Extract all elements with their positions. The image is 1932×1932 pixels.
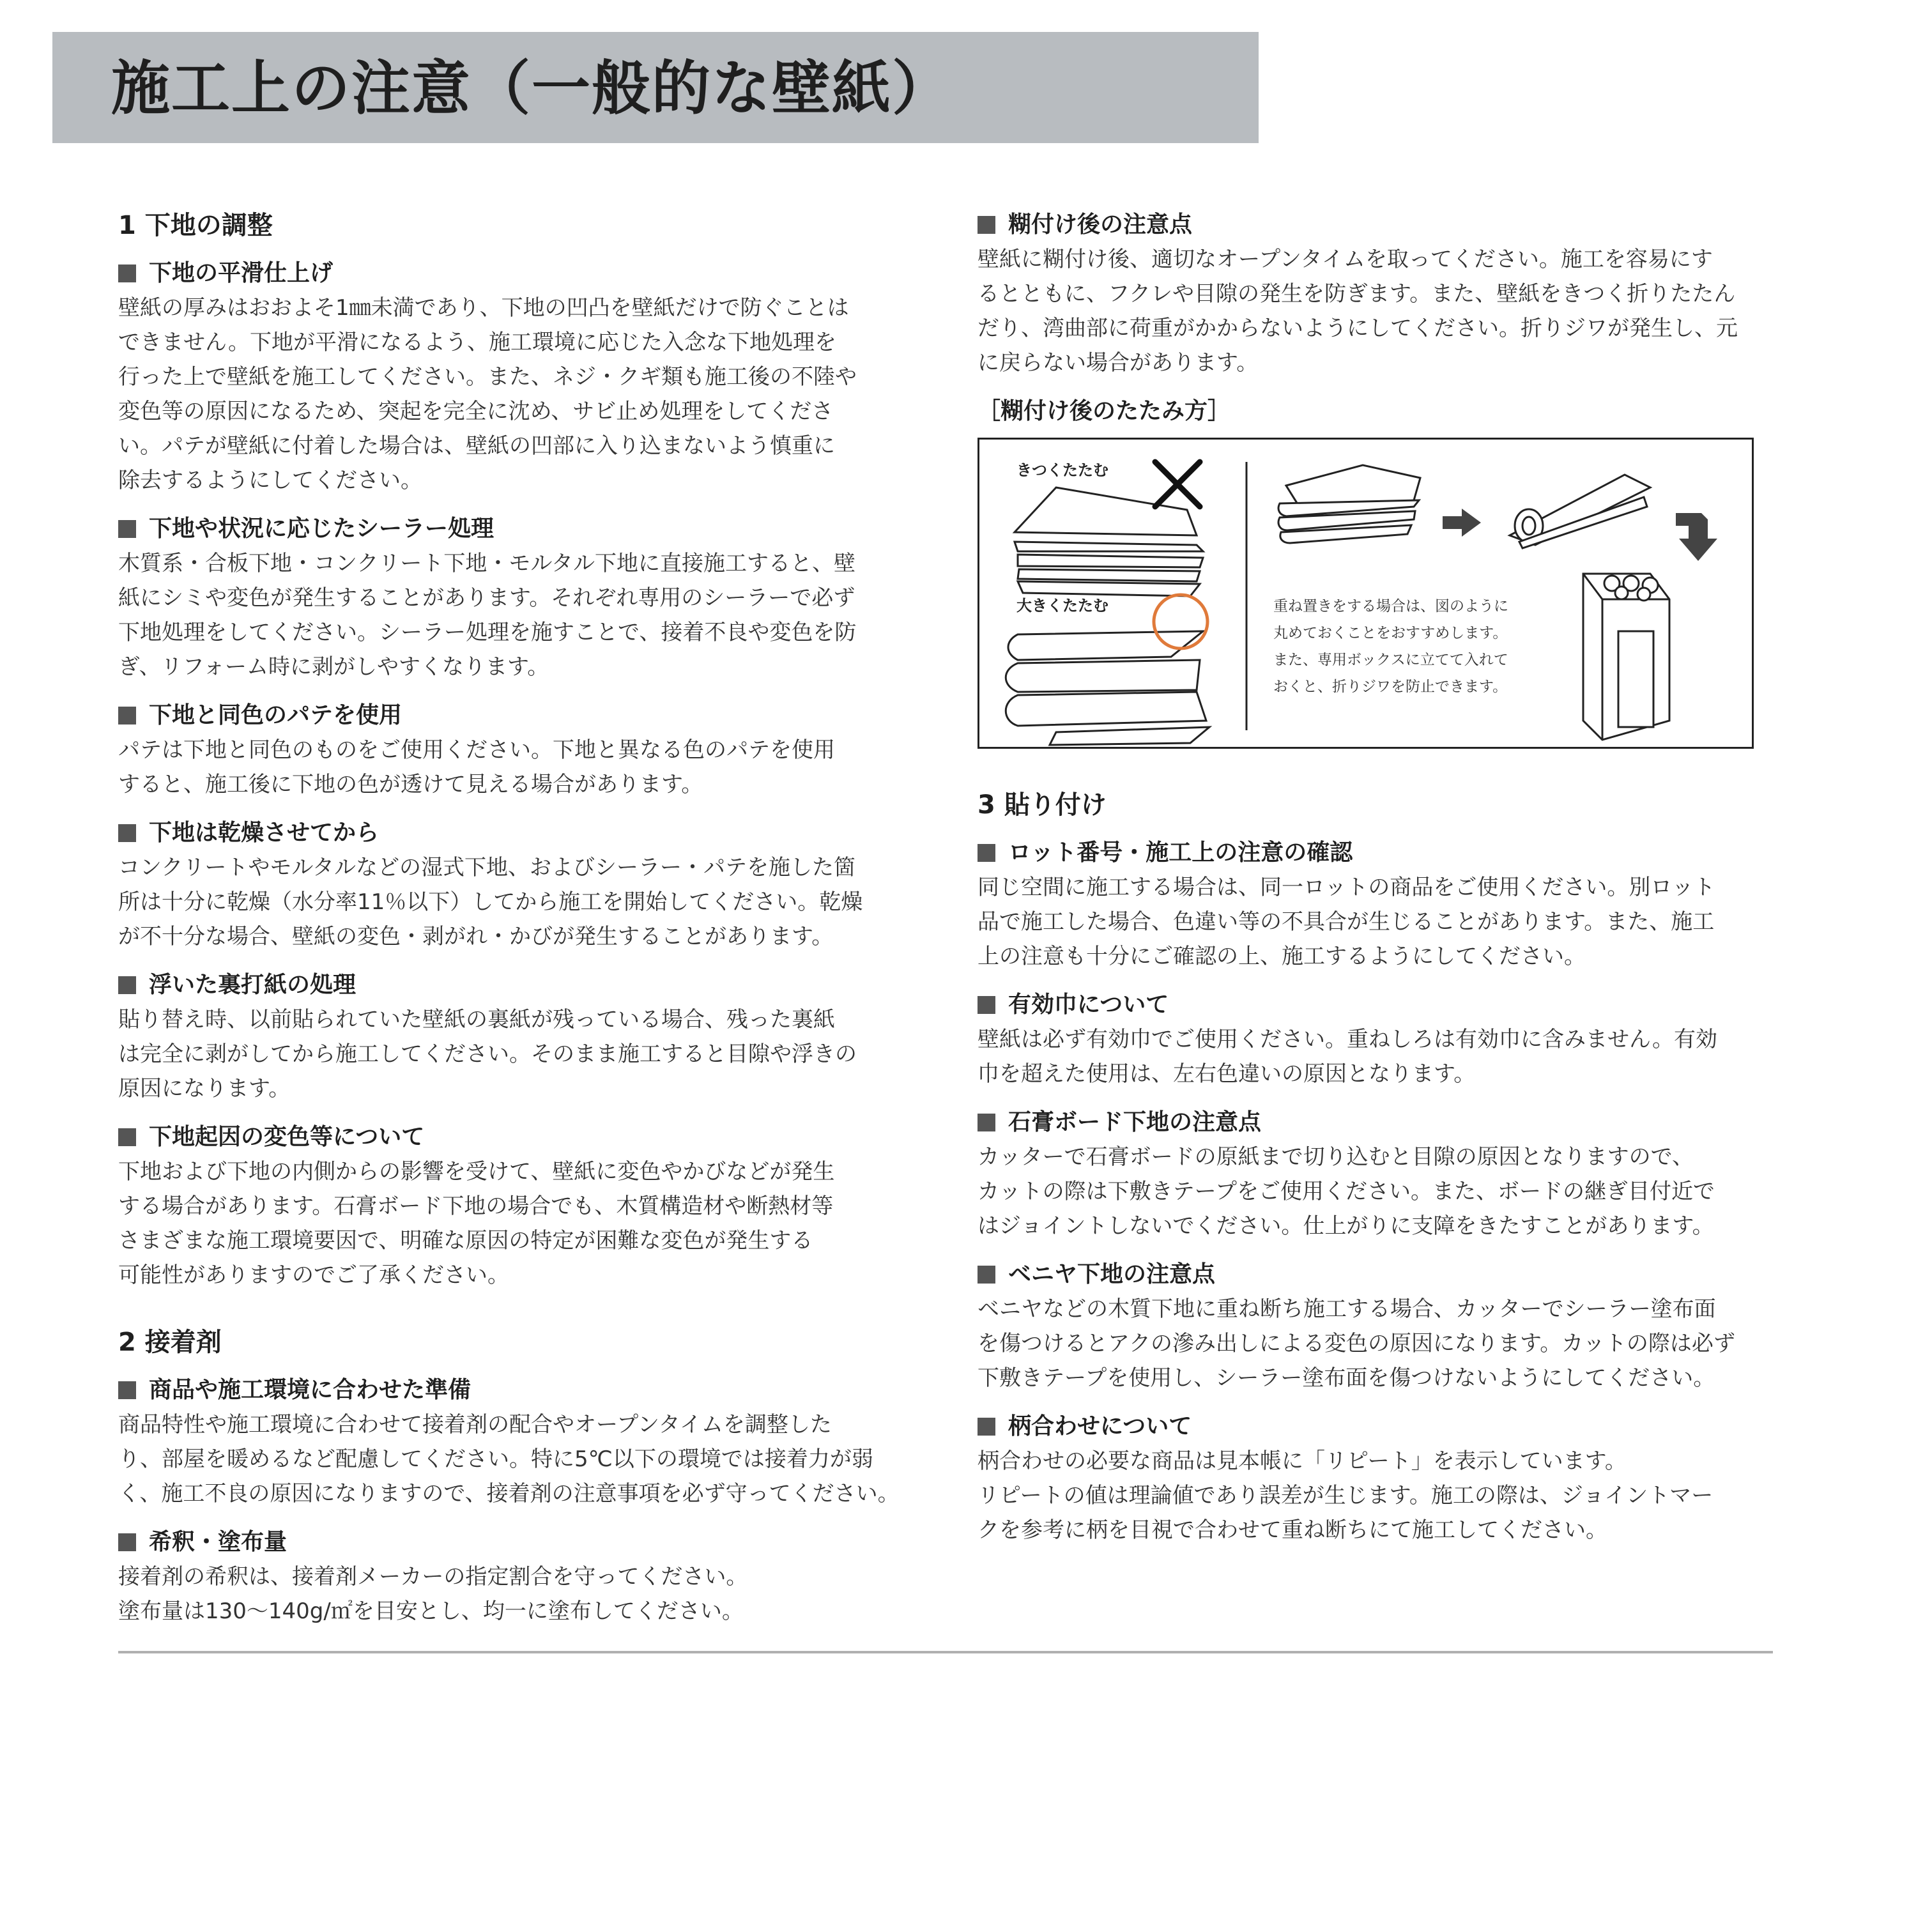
text-line: く、施工不良の原因になりますので、接着剤の注意事項を必ず守ってください。: [118, 1481, 900, 1506]
arrow-down-icon: [1676, 513, 1717, 561]
square-bullet-icon: [977, 1266, 995, 1284]
square-bullet-icon: [977, 844, 995, 862]
subsection: [977, 208, 1763, 380]
subsection: [118, 1120, 901, 1292]
arrow-right-icon: [1443, 509, 1481, 537]
subsection: [977, 1257, 1763, 1395]
text-line: 接着剤の希釈は、接着剤メーカーの指定割合を守ってください。: [118, 1564, 748, 1590]
paragraph: [118, 1560, 901, 1629]
text-line: ぎ、リフォーム時に剥がしやすくなります。: [118, 654, 549, 680]
square-bullet-icon: [118, 976, 136, 994]
text-line: 貼り替え時、以前貼られていた壁紙の裏紙が残っている場合、残った裏紙: [118, 1007, 835, 1032]
text-line: カッターで石膏ボードの原紙まで切り込むと目隙の原因となりますので、: [977, 1144, 1694, 1170]
subsection-title: ロット番号・施工上の注意の確認: [1008, 839, 1353, 866]
text-line: 塗布量は130〜140g/㎡を目安とし、均一に塗布してください。: [118, 1598, 744, 1624]
text-line: クを参考に柄を目視で合わせて重ね断ちにて施工してください。: [977, 1517, 1607, 1543]
text-line: 原因になります。: [118, 1076, 291, 1101]
text-line: るとともに、フクレや目隙の発生を防ぎます。また、壁紙をきつく折りたたん: [977, 281, 1736, 307]
square-bullet-icon: [977, 1114, 995, 1131]
subsection: [118, 816, 901, 954]
storage-box-icon: [1583, 574, 1669, 740]
text-line: コンクリートやモルタルなどの湿式下地、およびシーラー・パテを施した箇: [118, 855, 855, 880]
text-line: 壁紙に糊付け後、適切なオープンタイムを取ってください。施工を容易にす: [977, 247, 1713, 272]
bottom-rule: [118, 1651, 1773, 1653]
subsection-title: 下地と同色のパテを使用: [149, 702, 402, 728]
text-line: 可能性がありますのでご了承ください。: [118, 1262, 509, 1288]
x-mark-icon: [1155, 462, 1200, 507]
text-line: 壁紙の厚みはおおよそ1㎜未満であり、下地の凹凸を壁紙だけで防ぐことは: [118, 295, 849, 321]
text-line: は完全に剥がしてから施工してください。そのまま施工すると目隙や浮きの: [118, 1041, 857, 1067]
paragraph: [977, 870, 1763, 974]
text-line: カットの際は下敷きテープをご使用ください。また、ボードの継ぎ目付近で: [977, 1179, 1715, 1204]
section-title-1: 1 下地の調整: [118, 211, 273, 240]
text-line: 丸めておくことをおすすめします。: [1273, 625, 1508, 641]
paragraph: [118, 546, 901, 684]
paragraph: [118, 1407, 901, 1511]
paragraph: [118, 850, 901, 954]
text-line: 巾を超えた使用は、左右色違いの原因となります。: [977, 1061, 1476, 1087]
subsection-title: 浮いた裏打紙の処理: [149, 972, 356, 998]
flat-stack-illustration: [1278, 465, 1420, 543]
text-line: リピートの値は理論値であり誤差が生じます。施工の際は、ジョイントマー: [977, 1483, 1713, 1508]
figure-note: [1273, 593, 1508, 700]
text-line: い。パテが壁紙に付着した場合は、壁紙の凹部に入り込まないよう慎重に: [118, 433, 835, 459]
subsection-title: ベニヤ下地の注意点: [1008, 1261, 1216, 1287]
subsection: [118, 256, 901, 498]
text-line: 下地処理をしてください。シーラー処理を施すことで、接着不良や変色を防: [118, 620, 857, 645]
text-line: 木質系・合板下地・コンクリート下地・モルタル下地に直接施工すると、壁: [118, 551, 855, 576]
subsection-title: 糊付け後の注意点: [1008, 211, 1193, 238]
tight-fold-label: きつくたたむ: [1016, 461, 1108, 479]
subsection-title: 有効巾について: [1008, 992, 1169, 1018]
paragraph: [118, 291, 901, 498]
square-bullet-icon: [118, 264, 136, 282]
text-line: 同じ空間に施工する場合は、同一ロットの商品をご使用ください。別ロット: [977, 875, 1715, 900]
text-line: 重ね置きをする場合は、図のように: [1273, 598, 1508, 615]
text-line: が不十分な場合、壁紙の変色・剥がれ・かびが発生することがあります。: [118, 924, 834, 949]
square-bullet-icon: [118, 707, 136, 724]
square-bullet-icon: [118, 824, 136, 842]
paragraph: [118, 733, 901, 802]
text-line: また、専用ボックスに立てて入れて: [1273, 652, 1508, 668]
text-line: パテは下地と同色のものをご使用ください。下地と異なる色のパテを使用: [118, 737, 835, 763]
subsection: [977, 836, 1763, 974]
text-line: に戻らない場合があります。: [977, 350, 1259, 376]
text-line: を傷つけるとアクの滲み出しによる変色の原因になります。カットの際は必ず: [977, 1331, 1735, 1356]
text-line: さまざまな施工環境要因で、明確な原因の特定が困難な変色が発生する: [118, 1228, 813, 1254]
subsection: [977, 1409, 1763, 1547]
text-line: だり、湾曲部に荷重がかからないようにしてください。折りジワが発生し、元: [977, 316, 1738, 341]
text-line: できません。下地が平滑になるよう、施工環境に応じた入念な下地処理を: [118, 330, 837, 355]
text-line: 品で施工した場合、色違い等の不具合が生じることがあります。また、施工: [977, 909, 1715, 935]
text-line: 上の注意も十分にご確認の上、施工するようにしてください。: [977, 944, 1586, 969]
text-line: 紙にシミや変色が発生することがあります。それぞれ専用のシーラーで必ず: [118, 585, 855, 611]
square-bullet-icon: [977, 996, 995, 1014]
text-line: する場合があります。石膏ボード下地の場合でも、木質構造材や断熱材等: [118, 1193, 834, 1219]
figure-title: ［糊付け後のたたみ方］: [977, 398, 1231, 424]
paragraph: [118, 1002, 901, 1106]
text-line: 変色等の原因になるため、突起を完全に沈め、サビ止め処理をしてくださ: [118, 399, 834, 424]
subsection-title: 下地の平滑仕上げ: [149, 260, 334, 286]
paragraph: [977, 1444, 1763, 1547]
text-line: 柄合わせの必要な商品は見本帳に「リピート」を表示しています。: [977, 1448, 1627, 1474]
text-line: ベニヤなどの木質下地に重ね断ち施工する場合、カッターでシーラー塗布面: [977, 1296, 1716, 1322]
rolled-paper-illustration: [1510, 475, 1650, 548]
section-title-3: 3 貼り付け: [977, 790, 1107, 820]
text-line: り、部屋を暖めるなど配慮してください。特に5℃以下の環境では接着力が弱: [118, 1446, 873, 1472]
page-title: 施工上の注意（一般的な壁紙）: [111, 54, 953, 123]
text-line: 商品特性や施工環境に合わせて接着剤の配合やオープンタイムを調整した: [118, 1412, 832, 1438]
paragraph: [977, 1022, 1763, 1091]
subsection-title: 下地起因の変色等について: [149, 1124, 425, 1150]
subsection: [118, 512, 901, 684]
square-bullet-icon: [118, 1128, 136, 1146]
subsection: [977, 988, 1763, 1091]
subsection-title: 柄合わせについて: [1008, 1413, 1192, 1439]
left-column: [118, 208, 901, 1643]
text-line: 壁紙は必ず有効巾でご使用ください。重ねしろは有効巾に含みません。有効: [977, 1027, 1718, 1052]
text-line: 除去するようにしてください。: [118, 468, 422, 493]
square-bullet-icon: [977, 1418, 995, 1436]
text-line: すると、施工後に下地の色が透けて見える場合があります。: [118, 772, 703, 797]
subsection: [118, 1525, 901, 1629]
square-bullet-icon: [118, 520, 136, 538]
folding-figure: [977, 438, 1754, 749]
right-column: [977, 208, 1763, 1561]
text-line: 行った上で壁紙を施工してください。また、ネジ・クギ類も施工後の不陸や: [118, 364, 857, 390]
tight-fold-illustration: [1015, 487, 1203, 596]
paragraph: [977, 1292, 1763, 1395]
subsection-title: 下地や状況に応じたシーラー処理: [149, 516, 494, 542]
loose-fold-label: 大きくたたむ: [1016, 597, 1108, 615]
square-bullet-icon: [118, 1533, 136, 1551]
subsection: [118, 1373, 901, 1511]
text-line: はジョイントしないでください。仕上がりに支障をきたすことがあります。: [977, 1213, 1714, 1239]
text-line: 下敷きテープを使用し、シーラー塗布面を傷つけないようにしてください。: [977, 1365, 1715, 1391]
paragraph: [977, 1140, 1763, 1243]
square-bullet-icon: [977, 216, 995, 234]
title-band: [52, 32, 1259, 143]
square-bullet-icon: [118, 1381, 136, 1399]
subsection-title: 希釈・塗布量: [149, 1529, 288, 1555]
subsection: [118, 968, 901, 1106]
subsection-title: 下地は乾燥させてから: [149, 820, 379, 846]
section-title-2: 2 接着剤: [118, 1328, 222, 1357]
text-line: おくと、折りジワを防止できます。: [1273, 678, 1508, 695]
text-line: 所は十分に乾燥（水分率11％以下）してから施工を開始してください。乾燥: [118, 889, 863, 915]
text-line: 下地および下地の内側からの影響を受けて、壁紙に変色やかびなどが発生: [118, 1159, 835, 1184]
paragraph: [977, 242, 1763, 380]
subsection: [977, 1105, 1763, 1243]
subsection-title: 石膏ボード下地の注意点: [1008, 1109, 1262, 1135]
paragraph: [118, 1154, 901, 1292]
subsection: [118, 698, 901, 802]
subsection-title: 商品や施工環境に合わせた準備: [149, 1377, 471, 1403]
